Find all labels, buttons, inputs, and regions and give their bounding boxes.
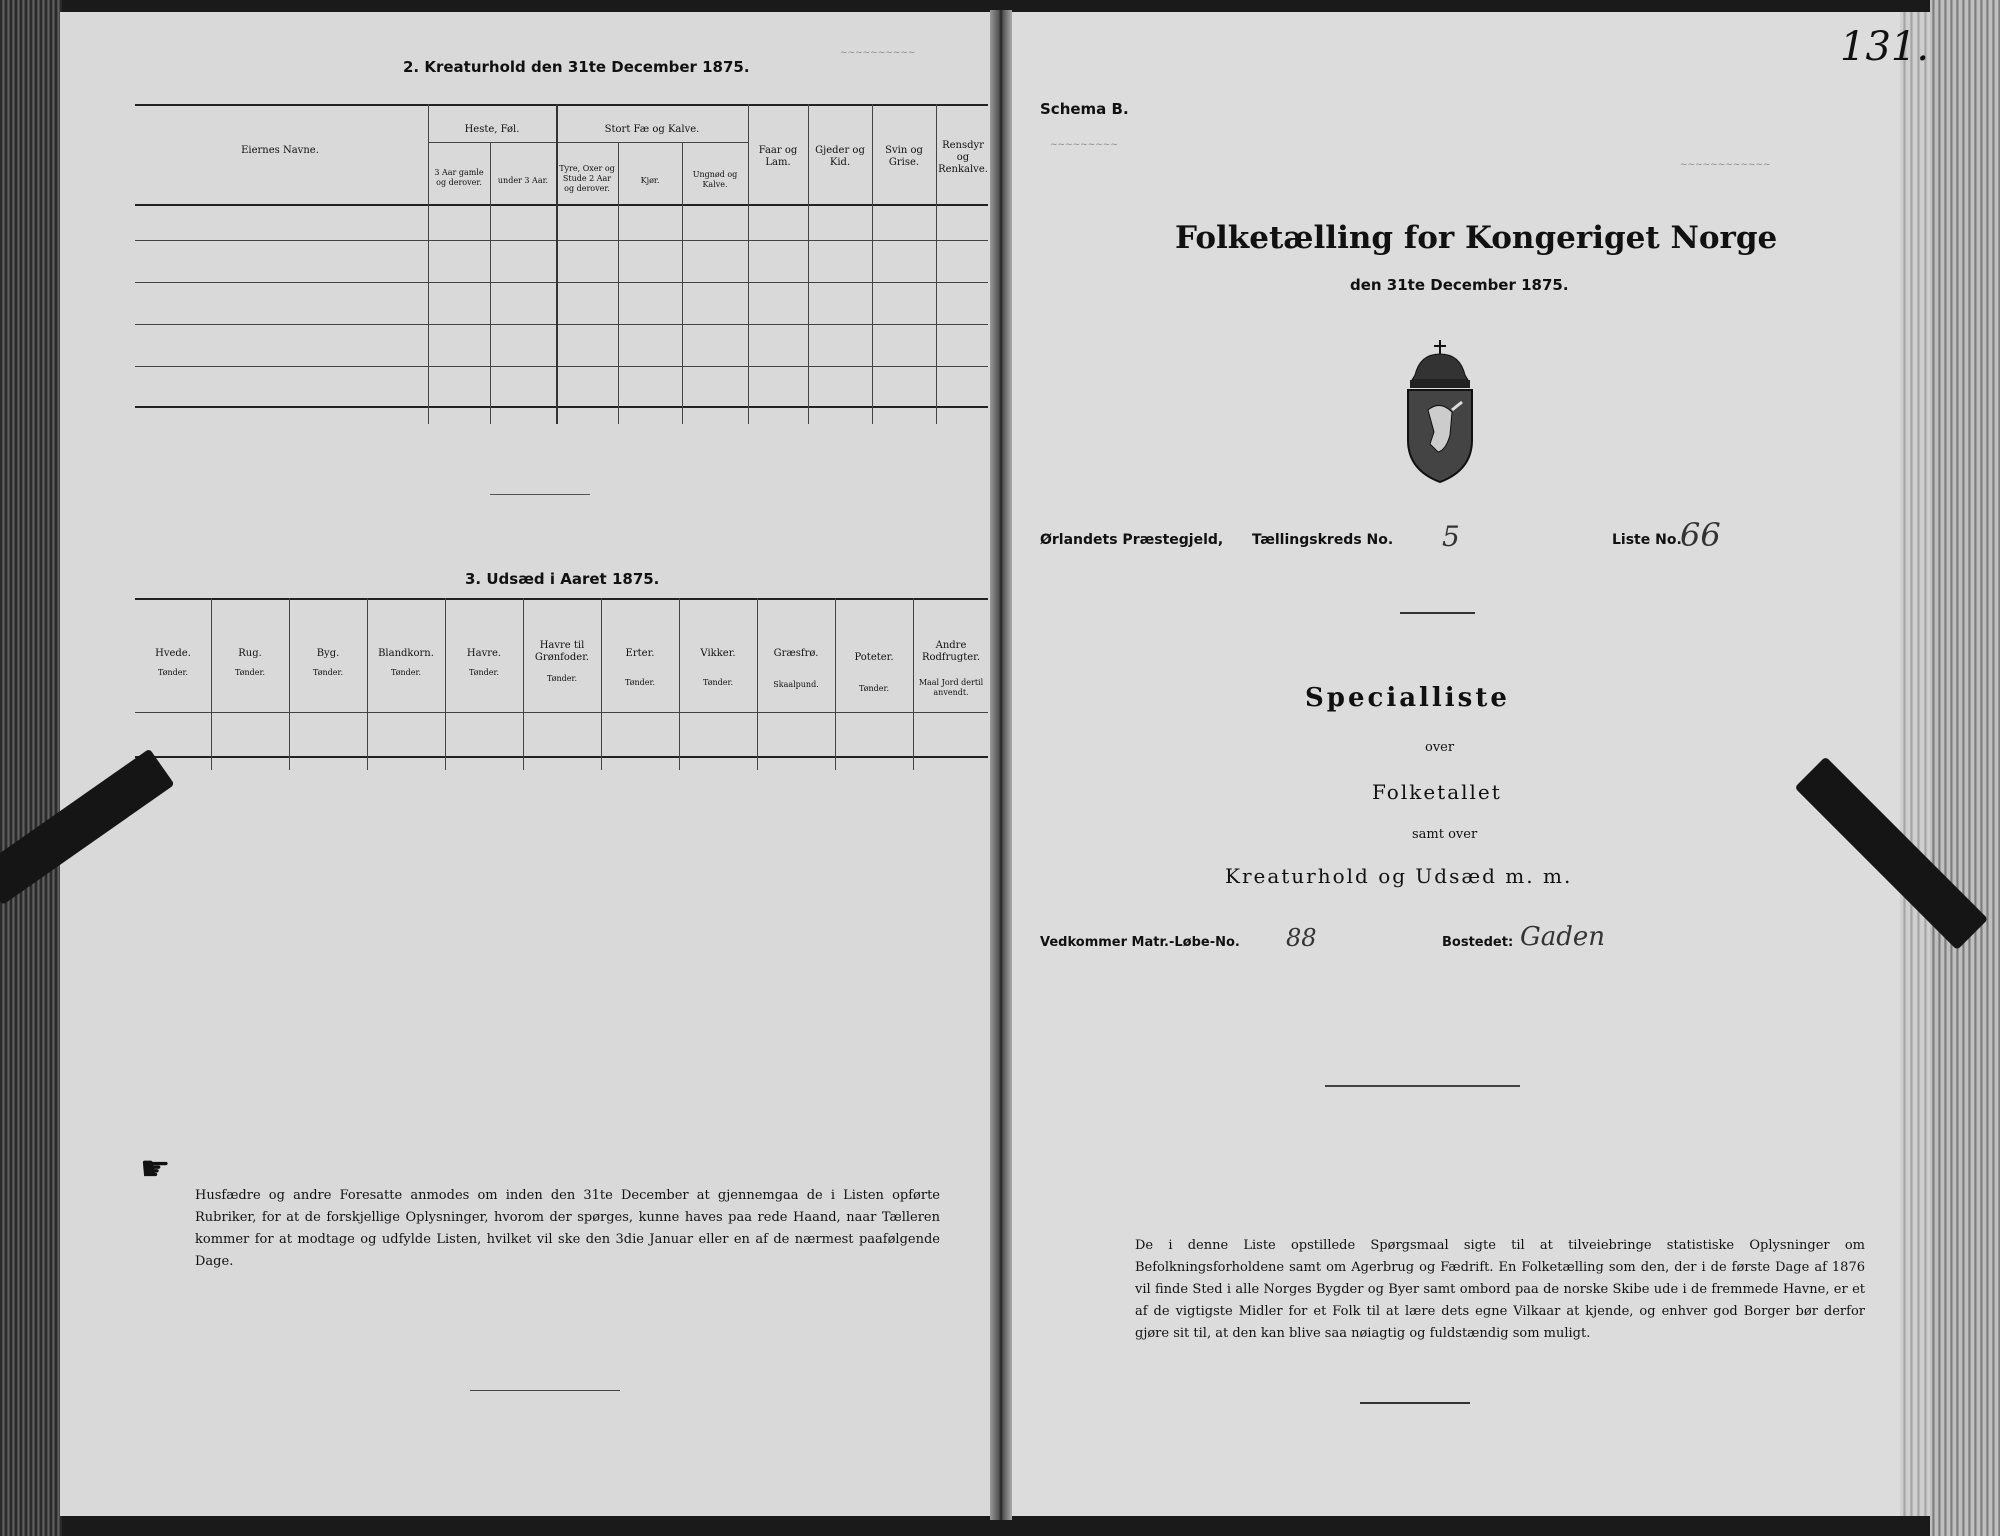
col-tyre-oxer: Tyre, Oxer og Stude 2 Aar og derover. — [559, 164, 615, 193]
col-byg-unit: Tønder. — [312, 668, 344, 677]
bleed-through-text: ~~~~~~~~~~~~ — [1680, 160, 1771, 170]
table3-vline — [523, 598, 524, 770]
book-edge-left — [0, 0, 62, 1536]
list-label: Liste No. — [1612, 532, 1682, 548]
table3-vline — [601, 598, 602, 770]
table3-vline — [445, 598, 446, 770]
district-label: Tællingskreds No. — [1252, 532, 1394, 548]
kreaturhold-label: Kreaturhold og Udsæd m. m. — [1225, 864, 1573, 888]
bosted-value: Gaden — [1520, 922, 1606, 952]
col-svin: Svin og Grise. — [885, 145, 923, 168]
coat-of-arms-icon — [1400, 340, 1480, 485]
table3-header-rule — [135, 712, 988, 713]
table2-vline — [428, 104, 429, 424]
col-blandkorn-unit: Tønder. — [390, 668, 422, 677]
col-rug-unit: Tønder. — [234, 668, 266, 677]
table2-header-rule — [135, 204, 988, 206]
table3-bottom-rule — [135, 756, 988, 758]
col-gjeder: Gjeder og Kid. — [815, 145, 865, 168]
parish-label: Ørlandets Præstegjeld, — [1040, 532, 1224, 548]
table2-row-line — [135, 282, 988, 283]
census-title: Folketælling for Kongeriget Norge — [1175, 220, 1778, 256]
col-hvede-unit: Tønder. — [157, 668, 189, 677]
table3-vline — [679, 598, 680, 770]
owner-names-header: Eiernes Navne. — [241, 145, 319, 156]
col-graesfro: Græsfrø. — [773, 648, 819, 659]
table2-vline — [618, 142, 619, 424]
table3-vline — [289, 598, 290, 770]
table2-row-line — [135, 240, 988, 241]
col-ungnod: Ungnød og Kalve. — [692, 170, 738, 189]
book-gutter — [990, 10, 1012, 1520]
col-graesfro-unit: Skaalpund. — [773, 680, 819, 689]
list-value: 66 — [1680, 516, 1721, 554]
table3-vline — [835, 598, 836, 770]
matr-value: 88 — [1286, 924, 1317, 952]
table3-vline — [367, 598, 368, 770]
bleed-through-text: ~~~~~~~~~~ — [840, 48, 916, 58]
matr-label: Vedkommer Matr.-Løbe-No. — [1040, 935, 1240, 950]
col-vikker: Vikker. — [700, 648, 736, 659]
bosted-label: Bostedet: — [1442, 935, 1514, 950]
col-havre: Havre. — [466, 648, 502, 659]
col-hvede: Hvede. — [155, 648, 191, 659]
table2-vline — [808, 104, 809, 424]
table2-row-line — [135, 366, 988, 367]
table2-bottom-rule — [135, 406, 988, 408]
left-page — [60, 12, 1000, 1516]
col-vikker-unit: Tønder. — [702, 678, 734, 687]
table2-row-line — [135, 324, 988, 325]
col-horses-3-aar: 3 Aar gamle og derover. — [434, 168, 484, 187]
col-horses-under-3: under 3 Aar. — [497, 176, 549, 185]
col-havre-unit: Tønder. — [468, 668, 500, 677]
census-date: den 31te December 1875. — [1350, 276, 1569, 294]
bleed-through-text: ~~~~~~~~~ — [1050, 140, 1118, 150]
col-poteter-unit: Tønder. — [858, 684, 890, 693]
table2-vline — [682, 142, 683, 424]
short-rule-right — [1400, 612, 1475, 614]
col-blandkorn: Blandkorn. — [378, 648, 434, 659]
col-erter-unit: Tønder. — [624, 678, 656, 687]
table2-vline — [490, 142, 491, 424]
short-rule — [490, 494, 590, 495]
over-label: over — [1425, 740, 1455, 755]
col-poteter: Poteter. — [854, 652, 894, 663]
cattle-group-header: Stort Fæ og Kalve. — [604, 124, 700, 135]
col-havre-gronfoder-unit: Tønder. — [546, 674, 578, 683]
col-andre-rodfrugter-unit: Maal Jord dertil anvendt. — [918, 678, 984, 697]
samt-over-label: samt over — [1412, 827, 1478, 842]
footer-rule-right — [1360, 1402, 1470, 1404]
col-kjor: Kjør. — [640, 176, 660, 185]
group-rule-cattle — [556, 142, 748, 143]
table2-vline — [872, 104, 873, 424]
schema-label: Schema B. — [1040, 100, 1129, 118]
footer-explanation: De i denne Liste opstillede Spørgsmaal sigte til at tilveiebringe statistiske Oplysninger om Befolkningsforholdene samt om Agerbrug og Fædrift. En Folketælling som den, der i de første Dage af 1876 vil finde Sted i alle Norges Bygder og Byer samt ombord paa de norske Skibe ude i de fremmede Havne, er et af de vigtigste Midler for et Folk til at lære dets egne Vilkaar at kjende, og enhver god Borger bør derfor gjøre sit til, at den kan blive saa nøiagtig og fuldstændig som muligt. — [1135, 1238, 1865, 1341]
table3-vline — [757, 598, 758, 770]
col-rensdyr: Rensdyr og Renkalve. — [938, 140, 988, 175]
col-andre-rodfrugter: Andre Rodfrugter. — [921, 640, 981, 663]
table2-vline — [556, 104, 558, 424]
col-faar: Faar og Lam. — [758, 145, 798, 168]
page-stack-right — [1900, 12, 1930, 1516]
group-rule-horses — [428, 142, 556, 143]
table2-vline — [936, 104, 937, 424]
notice-text: Husfædre og andre Foresatte anmodes om inden den 31te December at gjennemgaa de i Listen opførte Rubriker, for at de forskjellige Oplysninger, hvorom der spørges, kunne haves paa rede Haand, naar Tælleren kommer for at modtage og udfylde Listen, hvilket vil ske den 3die Januar eller en af de nærmest paafølgende Dage. — [195, 1188, 940, 1269]
table3-vline — [913, 598, 914, 770]
section-2-title: 2. Kreaturhold den 31te December 1875. — [403, 58, 750, 76]
col-rug: Rug. — [238, 648, 262, 659]
table2-top-rule — [135, 104, 988, 106]
table3-top-rule — [135, 598, 988, 600]
col-havre-gronfoder: Havre til Grønfoder. — [534, 640, 590, 663]
footer-rule-left — [470, 1390, 620, 1391]
specialliste-heading: Specialliste — [1305, 683, 1510, 713]
book-edge-right — [1930, 0, 2000, 1536]
col-erter: Erter. — [625, 648, 655, 659]
pointing-hand-icon: ☛ — [140, 1149, 171, 1189]
table2-vline — [748, 104, 749, 424]
section-3-title: 3. Udsæd i Aaret 1875. — [465, 570, 660, 588]
page-number: 131. — [1840, 24, 1930, 70]
horses-group-header: Heste, Føl. — [464, 124, 520, 135]
signature-rule — [1325, 1085, 1520, 1087]
col-byg: Byg. — [316, 648, 340, 659]
folketallet-label: Folketallet — [1372, 780, 1502, 804]
table3-vline — [211, 598, 212, 770]
district-value: 5 — [1442, 520, 1460, 553]
